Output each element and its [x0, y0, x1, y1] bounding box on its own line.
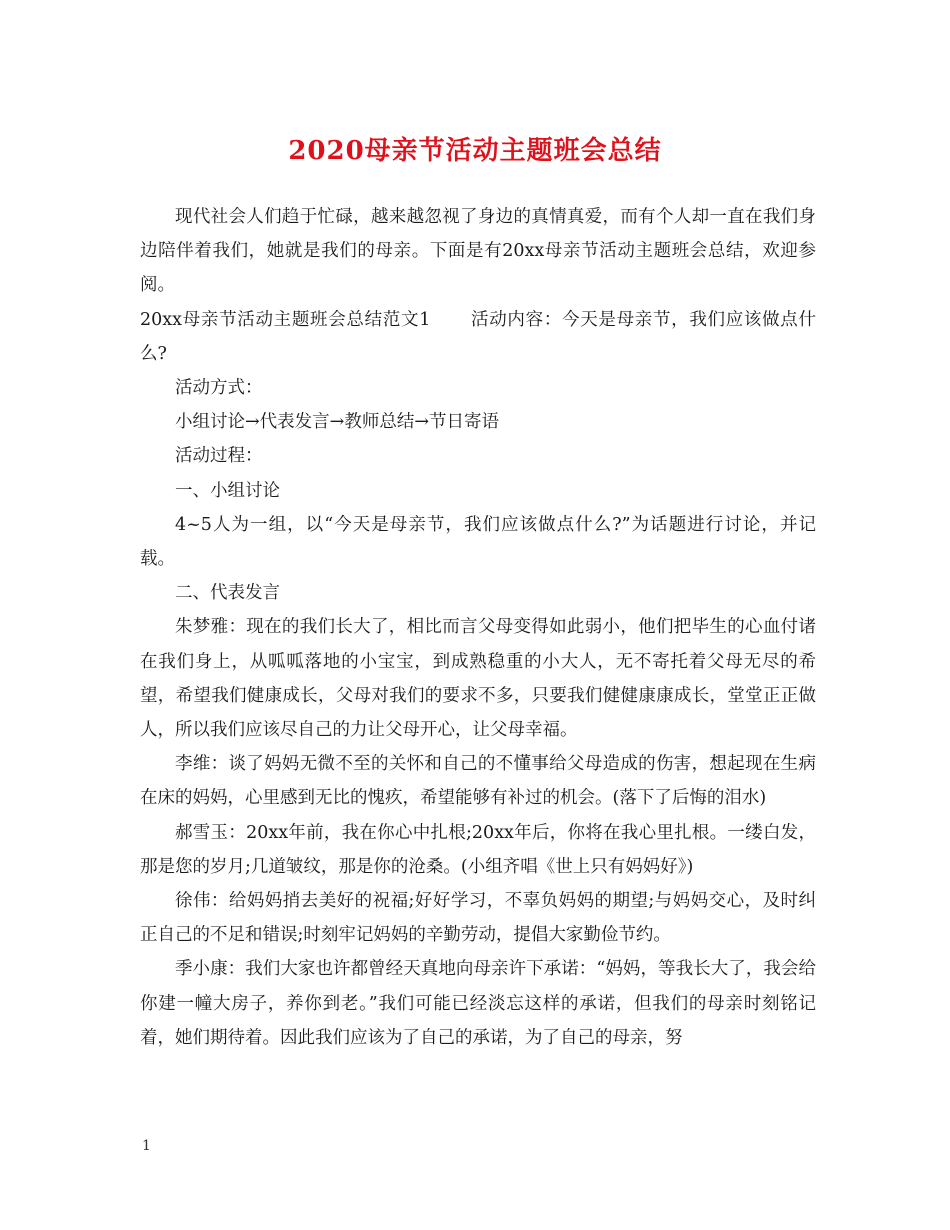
speech-ji-xiaokang: 季小康：我们大家也许都曾经天真地向母亲许下承诺：“妈妈，等我长大了，我会给你建一幢大房子，养你到老。”我们可能已经淡忘这样的承诺，但我们的母亲时刻铭记着，她们期待着。因此我们应该为了自己的承诺，为了自己的母亲，努: [140, 959, 816, 1048]
activity-method-label: 活动方式：: [175, 378, 263, 399]
activity-method-flow: 小组讨论→代表发言→教师总结→节日寄语: [175, 412, 499, 433]
speech-zhu-mengya: 朱梦雅：现在的我们长大了，相比而言父母变得如此弱小，他们把毕生的心血付诸在我们身上，从呱呱落地的小宝宝，到成熟稳重的小大人，无不寄托着父母无尽的希望，希望我们健康成长，父母对我们的要求不多，只要我们健健康康成长，堂堂正正做人，所以我们应该尽自己的力让父母开心，让父母幸福。: [140, 617, 816, 741]
page-number: 1: [142, 1138, 151, 1154]
step-one-heading: 一、小组讨论: [175, 480, 280, 501]
section-heading-paragraph: [140, 303, 816, 371]
speech-hao-xueyu: 郝雪玉：20xx年前，我在你心中扎根;20xx年后，你将在我心里扎根。一缕白发，那是您的岁月;几道皱纹，那是你的沧桑。(小组齐唱《世上只有妈妈好》): [140, 822, 816, 877]
step-two-heading: 二、代表发言: [175, 583, 280, 604]
activity-process-label: 活动过程：: [175, 446, 263, 467]
document-body: [140, 200, 816, 1055]
step-one-paragraph: 4~5人为一组，以“今天是母亲节，我们应该做点什么?”为话题进行讨论，并记载。: [140, 514, 816, 570]
speech-li-wei: 李维：谈了妈妈无微不至的关怀和自己的不懂事给父母造成的伤害，想起现在生病在床的妈妈，心里感到无比的愧疚，希望能够有补过的机会。(落下了后悔的泪水): [140, 754, 816, 809]
speech-xu-wei: 徐伟：给妈妈捎去美好的祝福;好好学习，不辜负妈妈的期望;与妈妈交心，及时纠正自己的不足和错误;时刻牢记妈妈的辛勤劳动，提倡大家勤俭节约。: [140, 891, 816, 946]
section-heading: 20xx母亲节活动主题班会总结范文1: [140, 309, 431, 330]
intro-paragraph: 现代社会人们趋于忙碌，越来越忽视了身边的真情真爱，而有个人却一直在我们身边陪伴着我们，她就是我们的母亲。下面是有20xx母亲节活动主题班会总结，欢迎参阅。: [140, 207, 816, 296]
section-heading-rest: 活动内容：今天是母亲节，我们应该做点什么?: [140, 309, 817, 364]
document-title: 2020母亲节活动主题班会总结: [288, 136, 662, 166]
